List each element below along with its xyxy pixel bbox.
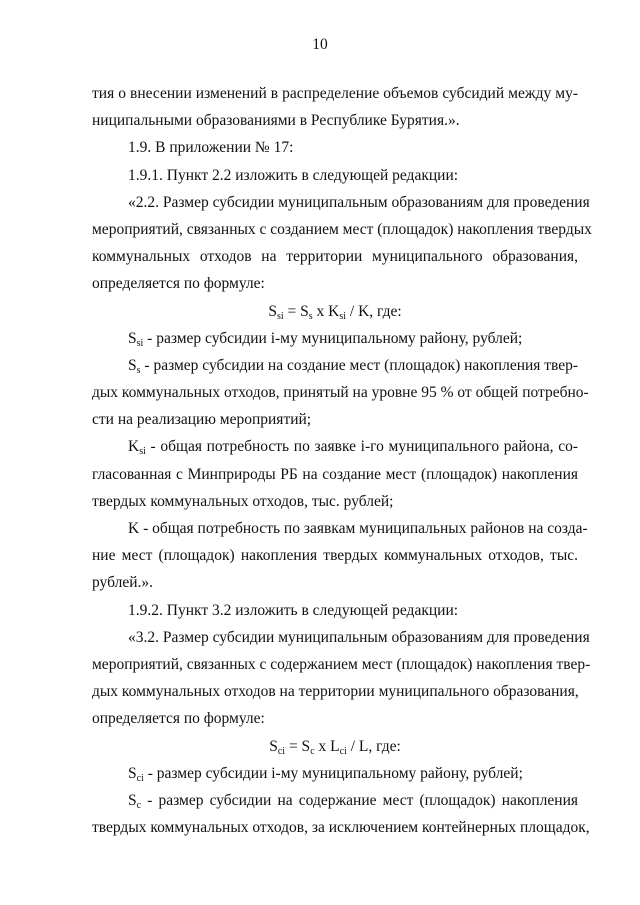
section-heading: 1.9. В приложении № 17:: [128, 139, 294, 157]
text-line: гласованная с Минприроды РБ на создание мест (площадок) накопления: [92, 465, 578, 483]
text-line: дых коммунальных отходов на территории муниципального образования,: [92, 683, 579, 701]
page-number: 10: [312, 36, 328, 53]
formula: $S_{ci} = S_c$ x $L_{ci}$ / L, где:: [269, 737, 401, 757]
text-line: ние мест (площадок) накопления твердых коммунальных отходов, тыс.: [92, 547, 578, 565]
text-line: тия о внесении изменений в распределение объемов субсидий между му-: [92, 85, 578, 102]
text-line: «2.2. Размер субсидии муниципальным образованиям для проведения: [128, 193, 590, 211]
text-line: определяется по формуле:: [92, 710, 265, 728]
text-line: твердых коммунальных отходов, за исключением контейнерных площадок,: [92, 819, 590, 837]
definition-line: $S_{ci}$ - размер субсидии i-му муниципальному району, рублей;: [128, 764, 523, 784]
text-line: «3.2. Размер субсидии муниципальным образованиям для проведения: [128, 628, 590, 646]
text-line: дых коммунальных отходов, принятый на уровне 95 % от общей потребно-: [92, 384, 589, 402]
definition-line: $S_c$ - размер субсидии на содержание мест (площадок) накопления: [128, 791, 578, 811]
text-line: рублей.».: [92, 574, 154, 592]
document-body: [92, 80, 592, 841]
definition-line: K - общая потребность по заявкам муниципальных районов на созда-: [128, 520, 588, 537]
subsection-heading: 1.9.1. Пункт 2.2 изложить в следующей редакции:: [128, 166, 459, 184]
text-line: мероприятий, связанных с содержанием мест (площадок) накопления твер-: [92, 655, 591, 673]
definition-line: $S_s$ - размер субсидии на создание мест (площадок) накопления твер-: [128, 356, 579, 376]
text-line: твердых коммунальных отходов, тыс. рублей;: [92, 492, 394, 510]
formula: $S_{si} = S_s$ x $K_{si}$ / K, где:: [268, 302, 402, 322]
text-line: определяется по формуле:: [92, 275, 265, 293]
definition-line: $K_{si}$ - общая потребность по заявке i-го муниципального района, со-: [128, 438, 578, 458]
subsection-heading: 1.9.2. Пункт 3.2 изложить в следующей редакции:: [128, 601, 459, 619]
definition-line: $S_{si}$ - размер субсидии i-му муниципальному району, рублей;: [128, 329, 523, 349]
text-line: коммунальных отходов на территории муниципального образования,: [92, 248, 578, 266]
text-line: мероприятий, связанных с созданием мест (площадок) накопления твердых: [92, 220, 592, 238]
text-line: ниципальными образованиями в Республике Бурятия.».: [92, 112, 460, 130]
text-line: сти на реализацию мероприятий;: [92, 411, 312, 429]
